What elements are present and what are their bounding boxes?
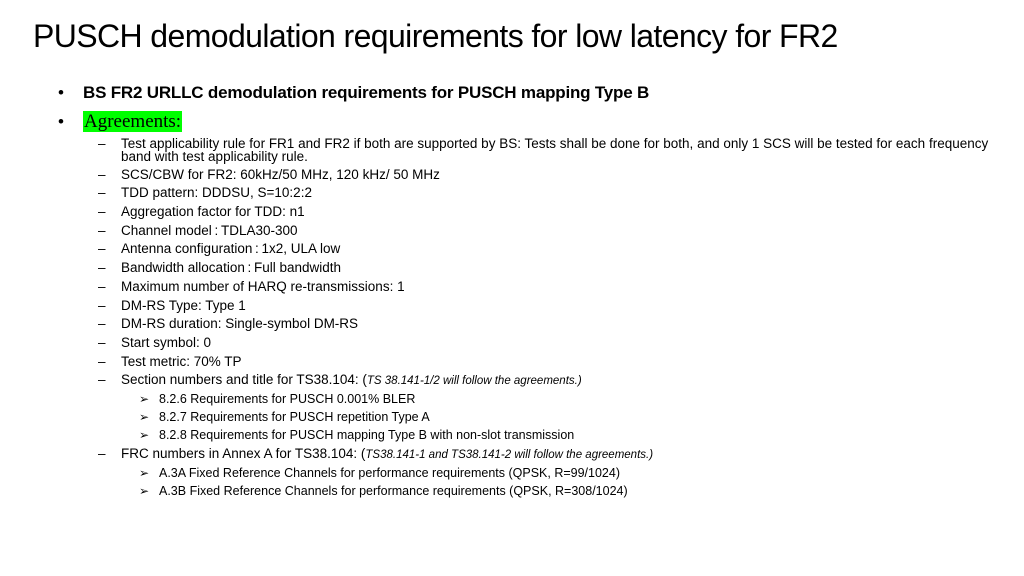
heading-text: BS FR2 URLLC demodulation requirements for PUSCH mapping Type B [83,83,650,102]
section-colon: : ( [354,372,367,388]
frc-text: FRC numbers in Annex A for TS38.104: ( [121,445,366,461]
sub-list-item [58,392,998,406]
sub-list-item [58,428,998,442]
slide-title: PUSCH demodulation requirements for low latency for FR2 [33,18,838,54]
list-item-text: Antenna configuration : 1x2, ULA low [121,241,341,257]
sub-list-item [58,466,998,480]
sub-list-item-text: 8.2.6 Requirements for PUSCH 0.001% BLER [159,392,416,407]
list-item [58,280,998,294]
dash-icon: – [98,334,106,350]
list-item-text: DM-RS Type: Type 1 [121,297,246,313]
dash-icon: – [98,316,106,332]
list-item-section [58,373,998,388]
dash-icon: – [98,204,106,220]
dash-icon: – [98,166,106,182]
list-item [58,137,998,163]
section-note: TS 38.141-1/2 will follow the agreements.) [366,375,582,388]
sub-list-item-text: A.3A Fixed Reference Channels for performance requirements (QPSK, R=99/1024) [159,465,620,480]
list-item-text: SCS/CBW for FR2: 60kHz/50 MHz, 120 kHz/ 50 MHz [121,166,440,182]
list-item-text: Channel model : TDLA30-300 [121,222,298,238]
sub-list-item-text: 8.2.7 Requirements for PUSCH repetition Type A [159,410,430,425]
list-item [58,186,998,200]
list-item [58,317,998,331]
list-item [58,299,998,313]
list-item [58,205,998,219]
dash-icon: – [98,372,106,388]
dash-icon: – [98,222,106,238]
bullet-heading [58,82,998,104]
dash-icon: – [98,241,106,257]
sub-list-item-text: A.3B Fixed Reference Channels for performance requirements (QPSK, R=308/1024) [159,483,628,498]
dash-icon: – [98,278,106,294]
arrow-bullet-icon: ➢ [139,483,150,498]
dash-icon: – [98,136,106,151]
bullet-dot-icon: • [58,112,64,131]
dash-icon: – [98,260,106,276]
arrow-bullet-icon: ➢ [139,392,150,407]
arrow-bullet-icon: ➢ [139,465,150,480]
slide-content [58,82,998,498]
list-item-text: DM-RS duration: Single-symbol DM-RS [121,316,359,332]
list-item-text: Bandwidth allocation : Full bandwidth [121,260,342,276]
list-item [58,168,998,182]
list-item-text: Maximum number of HARQ re-transmissions: 1 [121,278,405,294]
sub-list-item [58,410,998,424]
list-item-text: Aggregation factor for TDD: n1 [121,204,305,220]
dash-icon: – [98,353,106,369]
list-item-text: Start symbol: 0 [121,334,212,350]
arrow-bullet-icon: ➢ [139,410,150,425]
dash-icon: – [98,185,106,201]
list-item [58,242,998,256]
sub-list-item [58,484,998,498]
frc-note: TS38.141-1 and TS38.141-2 will follow the agreements.) [365,448,654,461]
list-item [58,336,998,350]
dash-icon: – [98,445,106,461]
agreements-label: Agreements: [84,111,182,132]
list-item-text: Test applicability rule for FR1 and FR2 if both are supported by BS: Tests shall be done for both, and only 1 SCS will be tested for each frequency band with test applicability rule. [121,136,989,164]
list-item [58,261,998,275]
section-text: Section numbers and title for TS38.104 [121,372,355,388]
bullet-agreements [58,110,998,134]
dash-icon: – [98,297,106,313]
list-item-text: Test metric: 70% TP [121,353,242,369]
list-item [58,355,998,369]
list-item-text: TDD pattern: DDDSU, S=10:2:2 [121,185,312,201]
bullet-dot-icon: • [58,83,64,102]
list-item [58,224,998,238]
arrow-bullet-icon: ➢ [139,428,150,443]
sub-list-item-text: 8.2.8 Requirements for PUSCH mapping Type B with non-slot transmission [159,428,575,443]
list-item-frc [58,447,998,462]
